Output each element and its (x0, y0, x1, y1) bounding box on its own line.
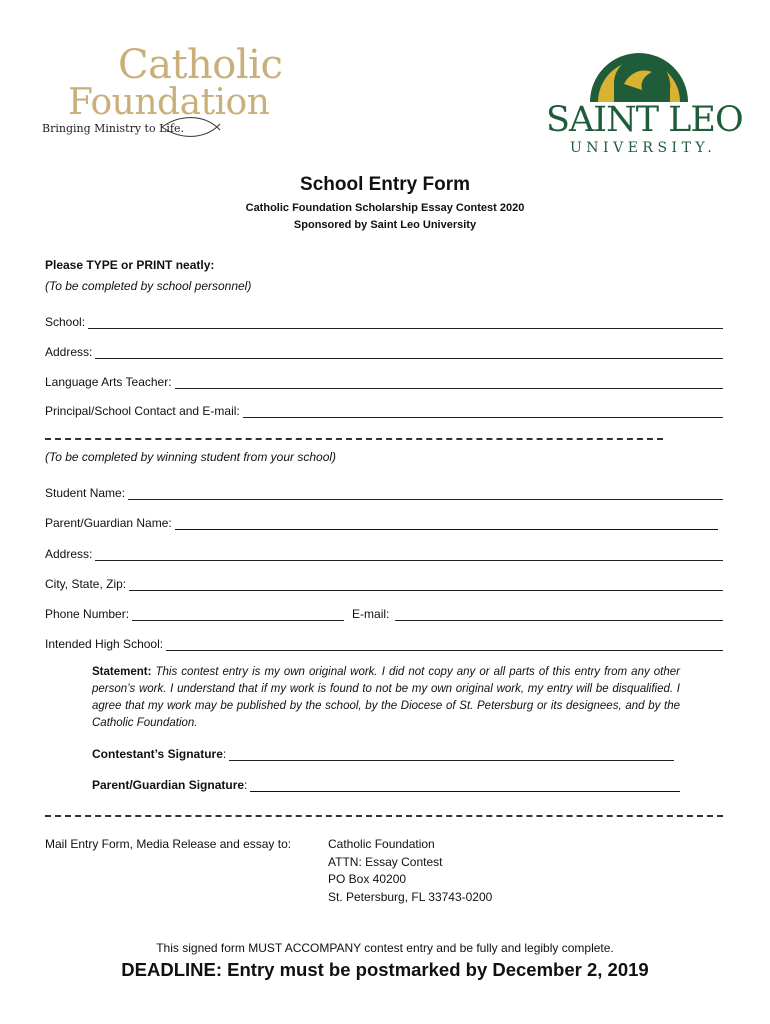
print-instruction: Please TYPE or PRINT neatly: (45, 258, 215, 272)
lion-emblem-icon (584, 44, 694, 102)
email-line[interactable] (395, 608, 723, 621)
catholic-foundation-logo-line2: Foundation (68, 82, 270, 123)
contestant-signature-label: Contestant’s Signature (92, 747, 223, 761)
accompany-notice: This signed form MUST ACCOMPANY contest entry and be fully and legibly complete. (156, 941, 614, 955)
school-address-field[interactable] (45, 343, 723, 359)
catholic-foundation-logo (42, 42, 283, 142)
student-address-field[interactable] (45, 545, 723, 561)
principal-label: Principal/School Contact and E-mail: (45, 404, 240, 418)
student-name-field[interactable] (45, 484, 723, 500)
student-address-line[interactable] (95, 548, 723, 561)
school-field[interactable] (45, 313, 723, 329)
mail-divider (45, 815, 723, 817)
school-personnel-note: (To be completed by school personnel) (45, 279, 252, 293)
parent-signature-label: Parent/Guardian Signature (92, 778, 245, 792)
principal-field[interactable] (45, 402, 723, 418)
teacher-label: Language Arts Teacher: (45, 375, 172, 389)
parent-name-label: Parent/Guardian Name: (45, 516, 172, 530)
parent-name-field[interactable] (45, 514, 718, 530)
form-title: School Entry Form (300, 174, 470, 195)
deadline-notice: DEADLINE: Entry must be postmarked by December 2, 2019 (121, 959, 649, 980)
contestant-signature-colon: : (222, 747, 227, 761)
mail-address-line: ATTN: Essay Contest (328, 854, 443, 869)
teacher-field[interactable] (45, 373, 723, 389)
student-address-label: Address: (45, 547, 93, 561)
mail-address-line: St. Petersburg, FL 33743-0200 (328, 889, 493, 904)
student-note: (To be completed by winning student from your school) (45, 450, 337, 464)
form-subtitle-contest: Catholic Foundation Scholarship Essay Contest 2020 (245, 202, 525, 214)
email-label: E-mail: (352, 607, 390, 621)
student-name-line[interactable] (128, 487, 723, 500)
city-state-zip-label: City, State, Zip: (45, 577, 127, 591)
contestant-signature-field[interactable] (92, 745, 674, 761)
principal-line[interactable] (243, 405, 723, 418)
saint-leo-sub: UNIVERSITY. (570, 140, 717, 156)
city-state-zip-field[interactable] (45, 575, 723, 591)
student-name-label: Student Name: (45, 486, 126, 500)
phone-line[interactable] (132, 608, 344, 621)
saint-leo-logo (540, 40, 743, 160)
fish-icon (160, 116, 230, 138)
school-address-label: Address: (45, 345, 93, 359)
school-label: School: (45, 315, 86, 329)
parent-signature-colon: : (244, 778, 248, 792)
catholic-foundation-logo-line1: Catholic (118, 42, 283, 88)
statement-label: Statement: (92, 666, 152, 678)
school-line[interactable] (88, 316, 723, 329)
mail-label: Mail Entry Form, Media Release and essay to: (45, 837, 292, 851)
phone-label: Phone Number: (45, 607, 130, 621)
form-subtitle-sponsor: Sponsored by Saint Leo University (293, 219, 477, 231)
saint-leo-name: SAINT LEO (546, 100, 743, 140)
mail-address-line: PO Box 40200 (328, 872, 407, 886)
statement-block (92, 664, 680, 732)
statement-text: This contest entry is my own original work. I did not copy any or all parts of this entry from any other person’s work. I understand that if my work is found to not be my own original work, my entry will be disqualified. I agree that my work may be published by the school, by the Diocese of St. Petersburg or its designees, and by the Catholic Foundation. (92, 666, 680, 729)
city-state-zip-line[interactable] (129, 578, 723, 591)
section-divider (45, 438, 663, 440)
teacher-line[interactable] (175, 376, 723, 389)
contestant-signature-line[interactable] (229, 748, 674, 761)
high-school-label: Intended High School: (45, 637, 164, 651)
school-address-line[interactable] (95, 346, 723, 359)
high-school-field[interactable] (45, 635, 723, 651)
parent-signature-line[interactable] (250, 779, 680, 792)
parent-name-line[interactable] (175, 517, 718, 530)
high-school-line[interactable] (166, 638, 723, 651)
phone-email-field[interactable] (45, 605, 723, 621)
mail-address (328, 836, 492, 906)
catholic-foundation-tagline: Bringing Ministry to Life. (42, 122, 184, 135)
parent-signature-field[interactable] (92, 776, 680, 792)
mail-address-line: Catholic Foundation (328, 837, 435, 851)
